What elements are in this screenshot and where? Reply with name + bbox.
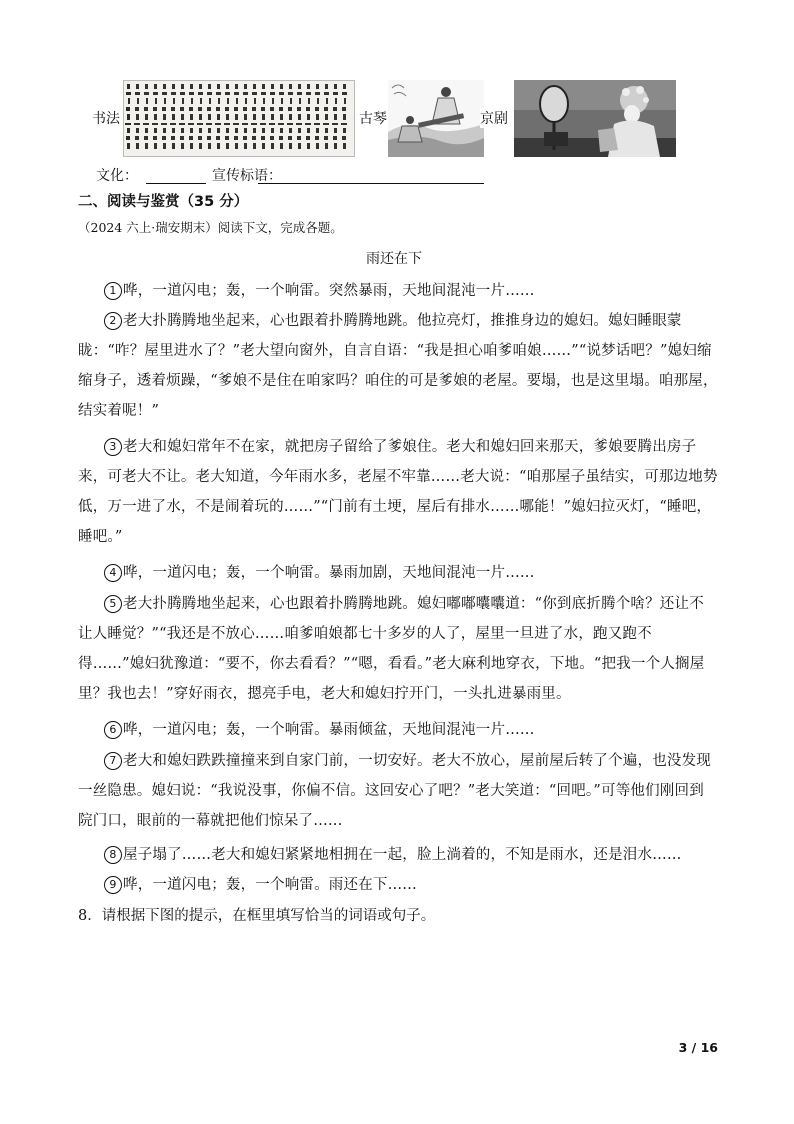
source-note: （2024 六上·瑞安期末）阅读下文，完成各题。 [78, 220, 343, 235]
paragraph-text: 哗，一道闪电；轰，一个响雷。暴雨倾盆，天地间混沌一片…… [123, 722, 535, 738]
paragraph [78, 840, 718, 870]
paragraph-number: 2 [104, 312, 122, 330]
question-8: 8．请根据下图的提示，在框里填写恰当的词语或句子。 [78, 908, 436, 924]
paragraph [78, 558, 718, 588]
slogan-blank[interactable] [258, 182, 484, 184]
paragraph-text: 老大和媳妇常年不在家，就把房子留给了爹娘住。老大和媳妇回来那天，爹娘要腾出房子来，可老大不让。老大知道，今年雨水多，老屋不牢靠……老大说：“咱那屋子虽结实，可那边地势低，万一进了水，不是闹着玩的……”“门前有土埂，屋后有排水……哪能！”媳妇拉灭灯，“睡吧，睡吧。” [78, 439, 718, 545]
paragraph [78, 715, 718, 745]
calligraphy-label: 书法 [92, 111, 120, 127]
paragraph [78, 306, 718, 426]
image-row [92, 80, 692, 160]
paragraph-text: 哗，一道闪电；轰，一个响雷。雨还在下…… [123, 877, 417, 893]
paragraph-text: 老大和媳妇跌跌撞撞来到自家门前，一切安好。老大不放心，屋前屋后转了个遍，也没发现一丝隐患。媳妇说：“我说没事，你偏不信。这回安心了吧？”老大笑道：“回吧。”可等他们刚回到院门口，眼前的一幕就把他们惊呆了…… [78, 753, 711, 829]
paragraph [78, 870, 718, 900]
paragraph-number: 9 [104, 876, 122, 894]
guqin-image [388, 80, 484, 157]
paragraph-text: 哗，一道闪电；轰，一个响雷。暴雨加剧，天地间混沌一片…… [123, 565, 535, 581]
calligraphy-image [123, 80, 355, 157]
paragraph [78, 589, 718, 709]
section-heading: 二、阅读与鉴赏（35 分） [78, 194, 249, 210]
paragraph-text: 哗，一道闪电；轰，一个响雷。突然暴雨，天地间混沌一片…… [123, 283, 535, 299]
paragraph-number: 1 [104, 282, 122, 300]
paragraph-number: 6 [104, 721, 122, 739]
paragraph [78, 746, 718, 836]
paragraph-number: 5 [104, 595, 122, 613]
paragraph [78, 432, 718, 552]
paragraph-number: 7 [104, 752, 122, 770]
paragraph-number: 3 [104, 438, 122, 456]
guqin-label: 古琴 [359, 111, 387, 127]
opera-label: 京剧 [480, 108, 508, 128]
paragraph-text: 老大扑腾腾地坐起来，心也跟着扑腾腾地跳。他拉亮灯，推推身边的媳妇。媳妇睡眼蒙眬：“咋？屋里进水了？”老大望向窗外，自言自语：“我是担心咱爹咱娘……”“说梦话吧？”媳妇缩缩身子，透着烦躁，“爹娘不是住在咱家吗？咱住的可是爹娘的老屋。要塌，也是这里塌。咱那屋，结实着呢！” [78, 313, 718, 419]
culture-label: 文化： [96, 168, 138, 184]
opera-image [514, 80, 676, 157]
paragraph-text: 屋子塌了……老大和媳妇紧紧地相拥在一起，脸上淌着的，不知是雨水，还是泪水…… [123, 847, 682, 863]
passage-title: 雨还在下 [366, 251, 422, 267]
slogan-label: 宣传标语： [212, 168, 282, 184]
culture-blank[interactable] [146, 182, 206, 184]
paragraph [78, 276, 718, 306]
page-number: 3 / 16 [678, 1040, 718, 1055]
paragraph-text: 老大扑腾腾地坐起来，心也跟着扑腾腾地跳。媳妇嘟嘟囔囔道：“你到底折腾个啥？还让不让人睡觉？”“我还是不放心……咱爹咱娘都七十多岁的人了，屋里一旦进了水，跑又跑不得……”媳妇犹豫道：“要不，你去看看？”“嗯，看看。”老大麻利地穿衣，下地。“把我一个人搁屋里？我也去！”穿好雨衣，摁亮手电，老大和媳妇拧开门，一头扎进暴雨里。 [78, 596, 705, 702]
paragraph-number: 8 [104, 846, 122, 864]
paragraph-number: 4 [104, 564, 122, 582]
